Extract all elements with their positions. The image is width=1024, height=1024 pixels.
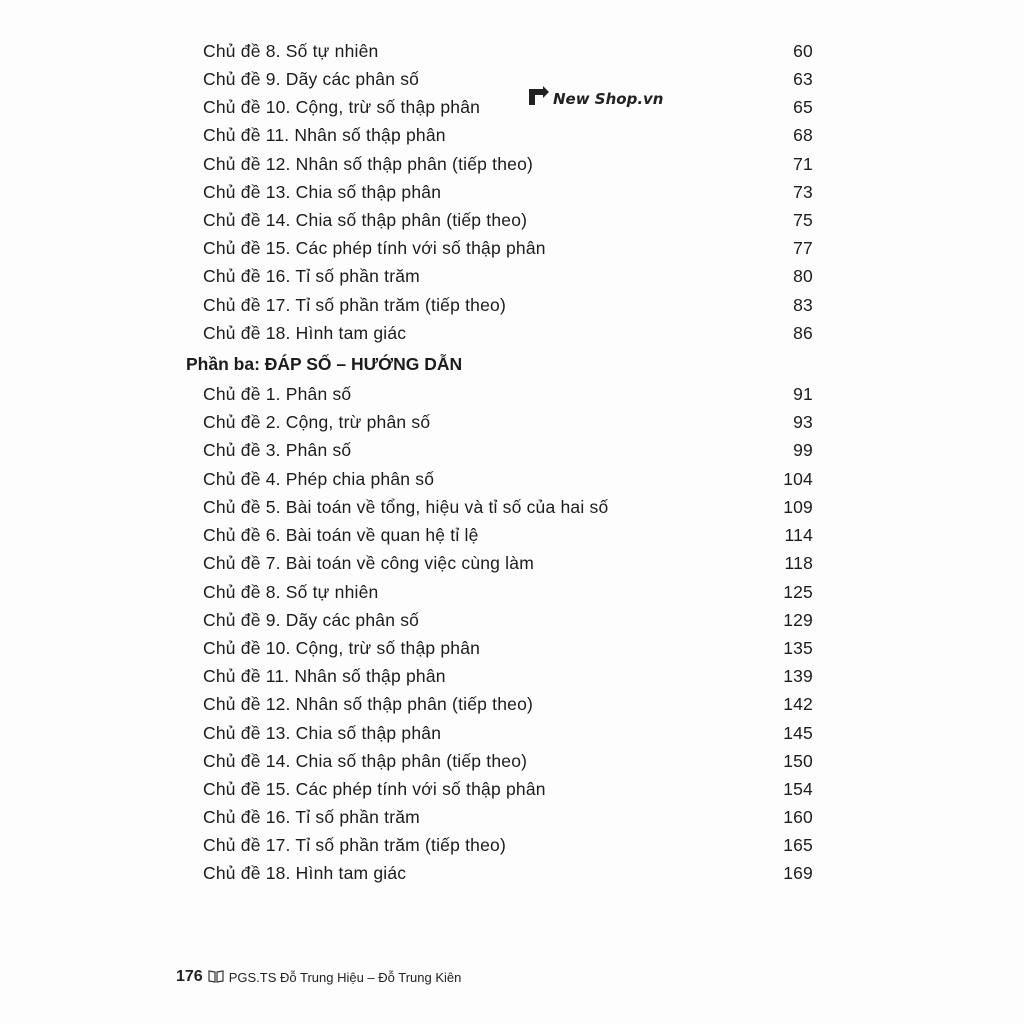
- toc-entry: [203, 860, 813, 886]
- toc-entry-page: 135: [783, 637, 813, 658]
- toc-entry: [203, 179, 813, 205]
- toc-entry: [203, 235, 813, 261]
- toc-entry: [203, 804, 813, 830]
- toc-entry-title: Chủ đề 17. Tỉ số phần trăm (tiếp theo): [203, 294, 506, 315]
- toc-entry: [203, 122, 813, 148]
- toc-entry-page: 73: [793, 181, 813, 202]
- toc-entry-title: Chủ đề 4. Phép chia phân số: [203, 468, 435, 489]
- toc-entry-title: Chủ đề 17. Tỉ số phần trăm (tiếp theo): [203, 834, 506, 855]
- toc-entry: [203, 466, 813, 492]
- toc-entry-page: 91: [793, 383, 813, 404]
- toc-entry: [203, 550, 813, 576]
- toc-entry-title: Chủ đề 15. Các phép tính với số thập phân: [203, 237, 546, 258]
- toc-entry: [203, 207, 813, 233]
- page-footer: [176, 968, 461, 986]
- toc-entry-page: 169: [783, 862, 813, 883]
- toc-entry-title: Chủ đề 18. Hình tam giác: [203, 322, 407, 343]
- toc-entry-page: 77: [793, 237, 813, 258]
- toc-entry-title: Chủ đề 12. Nhân số thập phân (tiếp theo): [203, 153, 534, 174]
- toc-entry-page: 154: [783, 778, 813, 799]
- toc-entry: [203, 292, 813, 318]
- toc-entry-title: Chủ đề 18. Hình tam giác: [203, 862, 407, 883]
- toc-entry-page: 114: [784, 524, 813, 545]
- toc-entry-page: 125: [783, 581, 813, 602]
- toc-entry: [203, 409, 813, 435]
- section-heading-part-three: Phần ba: ĐÁP SỐ – HƯỚNG DẪN: [186, 353, 463, 374]
- toc-entry: [203, 94, 813, 120]
- toc-entry-page: 104: [783, 468, 813, 489]
- author-line: PGS.TS Đỗ Trung Hiệu – Đỗ Trung Kiên: [228, 969, 462, 985]
- toc-entry-title: Chủ đề 16. Tỉ số phần trăm: [203, 265, 420, 286]
- toc-entry-page: 71: [793, 153, 813, 174]
- toc-entry-title: Chủ đề 11. Nhân số thập phân: [203, 665, 446, 686]
- toc-entry-title: Chủ đề 12. Nhân số thập phân (tiếp theo): [203, 693, 534, 714]
- toc-entry-page: 99: [793, 439, 813, 460]
- toc-entry-page: 145: [783, 722, 813, 743]
- toc-entry: [203, 720, 813, 746]
- toc-entry-page: 129: [783, 609, 813, 630]
- toc-entry: [203, 263, 813, 289]
- toc-entry-title: Chủ đề 5. Bài toán về tổng, hiệu và tỉ số của hai số: [203, 496, 609, 517]
- toc-entry: [203, 663, 813, 689]
- toc-entry-title: Chủ đề 7. Bài toán về công việc cùng làm: [203, 552, 534, 573]
- toc-entry-title: Chủ đề 1. Phân số: [203, 383, 352, 404]
- toc-entry-title: Chủ đề 13. Chia số thập phân: [203, 181, 442, 202]
- watermark-text: New Shop.vn: [553, 89, 664, 108]
- toc-entry: [203, 38, 813, 64]
- toc-entry-title: Chủ đề 13. Chia số thập phân: [203, 722, 442, 743]
- watermark: [527, 86, 664, 111]
- toc-entry-page: 165: [783, 834, 813, 855]
- toc-entry-title: Chủ đề 9. Dãy các phân số: [203, 609, 420, 630]
- toc-entry-title: Chủ đề 2. Cộng, trừ phân số: [203, 411, 431, 432]
- toc-entry-page: 142: [783, 693, 813, 714]
- toc-entry: [203, 691, 813, 717]
- toc-entry-page: 65: [793, 96, 813, 117]
- toc-entry-page: 93: [793, 411, 813, 432]
- toc-entry-page: 86: [793, 322, 813, 343]
- toc-entry-page: 80: [793, 265, 813, 286]
- toc-entry-page: 150: [783, 750, 813, 771]
- toc-entry-title: Chủ đề 15. Các phép tính với số thập phân: [203, 778, 546, 799]
- toc-entry-page: 109: [783, 496, 813, 517]
- toc-entry: [203, 579, 813, 605]
- toc-entry-page: 83: [793, 294, 813, 315]
- toc-entry-title: Chủ đề 10. Cộng, trừ số thập phân: [203, 96, 481, 117]
- toc-entry: [203, 381, 813, 407]
- toc-entry-title: Chủ đề 14. Chia số thập phân (tiếp theo): [203, 750, 528, 771]
- toc-entry: [203, 66, 813, 92]
- toc-entry-title: Chủ đề 16. Tỉ số phần trăm: [203, 806, 420, 827]
- toc-entry-page: 63: [793, 68, 813, 89]
- toc-entry-page: 139: [783, 665, 813, 686]
- toc-entry-title: Chủ đề 8. Số tự nhiên: [203, 40, 379, 61]
- toc-entry: [203, 494, 813, 520]
- book-icon: [208, 969, 224, 986]
- toc-entry-title: Chủ đề 9. Dãy các phân số: [203, 68, 420, 89]
- toc-entry: [203, 748, 813, 774]
- toc-entry: [203, 635, 813, 661]
- toc-entry: [203, 832, 813, 858]
- toc-entry: [203, 151, 813, 177]
- toc-entry-page: 118: [784, 552, 813, 573]
- toc-entry: [203, 437, 813, 463]
- toc-entry-page: 160: [783, 806, 813, 827]
- toc-entry: [203, 522, 813, 548]
- toc-entry-page: 75: [793, 209, 813, 230]
- toc-entry-title: Chủ đề 11. Nhân số thập phân: [203, 124, 446, 145]
- toc-entry-title: Chủ đề 6. Bài toán về quan hệ tỉ lệ: [203, 524, 479, 545]
- toc-entry-page: 68: [793, 124, 813, 145]
- toc-entry-page: 60: [793, 40, 813, 61]
- toc-entry-title: Chủ đề 14. Chia số thập phân (tiếp theo): [203, 209, 528, 230]
- toc-entry: [203, 776, 813, 802]
- toc-entry-title: Chủ đề 8. Số tự nhiên: [203, 581, 379, 602]
- arrow-icon: [527, 86, 549, 111]
- toc-entry: [203, 607, 813, 633]
- page-number: 176: [176, 968, 203, 985]
- toc-entry-title: Chủ đề 10. Cộng, trừ số thập phân: [203, 637, 481, 658]
- toc-entry: [203, 320, 813, 346]
- toc-entry-title: Chủ đề 3. Phân số: [203, 439, 352, 460]
